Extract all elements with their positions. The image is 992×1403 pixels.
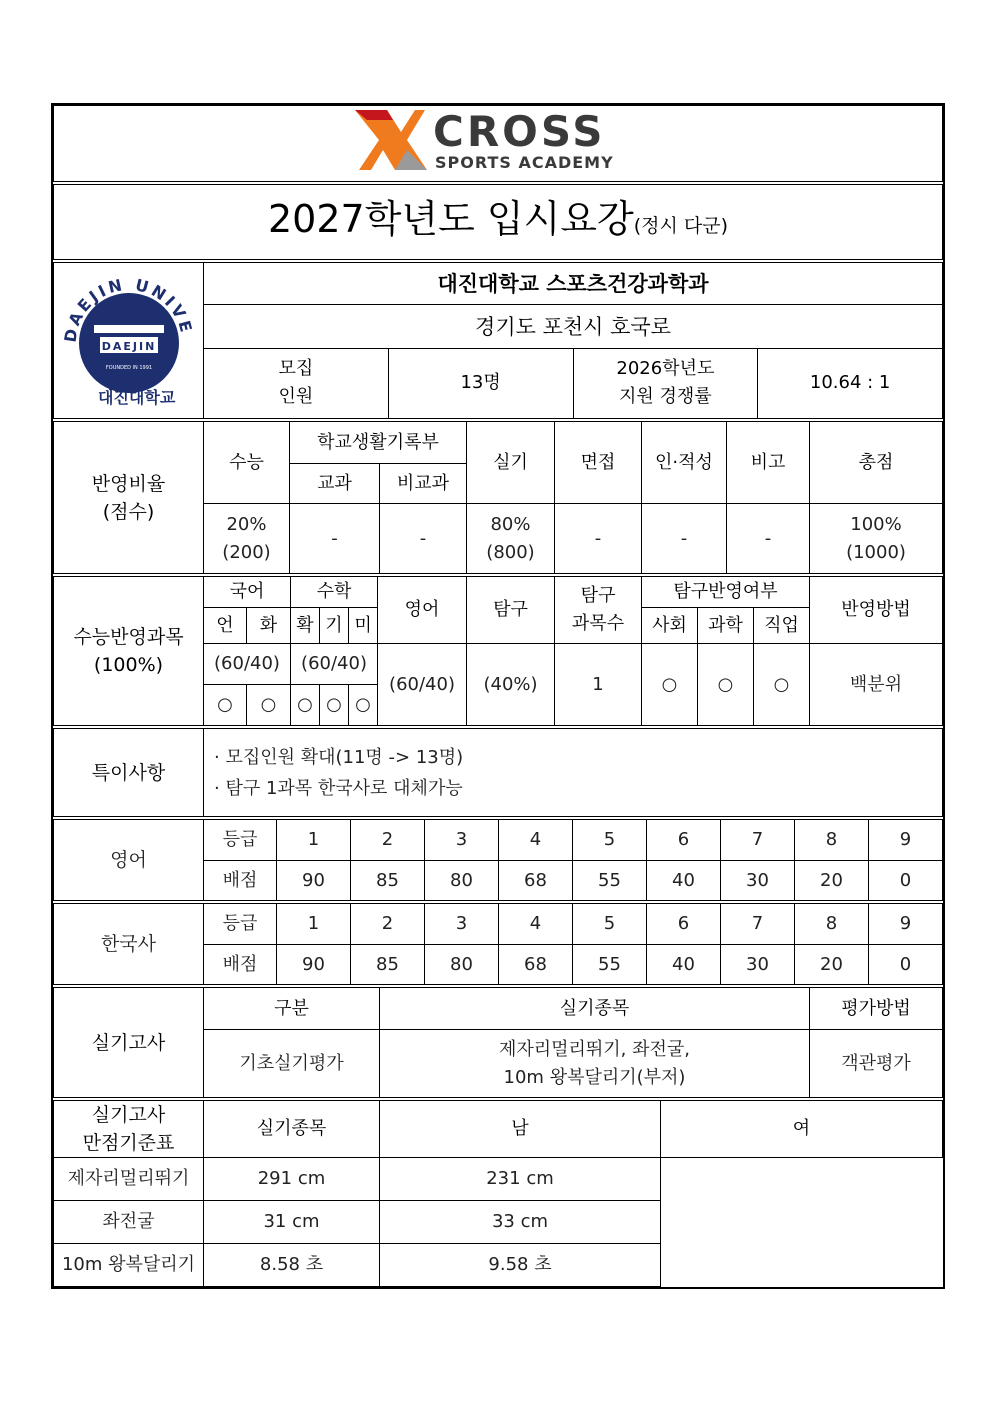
header-practical: 실기: [467, 422, 555, 504]
header-english: 영어: [378, 577, 467, 644]
grade-cell: 1: [277, 904, 351, 945]
grade-cell: 9: [869, 904, 943, 945]
score-cell: 85: [351, 861, 425, 901]
header-record: 학교생활기록부: [290, 422, 467, 464]
header-inquiry-reflect: 탐구반영여부: [642, 577, 810, 608]
inquiry-ratio: (40%): [467, 644, 555, 726]
header-inquiry-count: 탐구 과목수: [555, 577, 642, 644]
science-mark: ○: [698, 644, 754, 726]
score-cell: 20: [795, 861, 869, 901]
score-cell: 80: [425, 945, 499, 985]
score-cell: 80: [425, 861, 499, 901]
score-cell: 0: [869, 861, 943, 901]
male-cell: 8.58 초: [204, 1244, 380, 1287]
header-m3: 미: [349, 608, 378, 644]
korean-ratio: (60/40): [204, 644, 291, 685]
svg-text:FOUNDED IN 1991: FOUNDED IN 1991: [105, 365, 152, 371]
grade-cell: 7: [721, 904, 795, 945]
value-interview: -: [555, 504, 642, 574]
standards-row: [54, 1201, 943, 1244]
m3-mark: ○: [349, 685, 378, 726]
university-seal-cell: [54, 263, 204, 419]
header-m2: 기: [320, 608, 349, 644]
grade-cell: 1: [277, 820, 351, 861]
grade-cell: 5: [573, 820, 647, 861]
grade-cell: 3: [425, 904, 499, 945]
practical-exam-label: 실기고사: [54, 988, 204, 1098]
note-item: · 탐구 1과목 한국사로 대체가능: [214, 777, 463, 799]
event-cell: 10m 왕복달리기: [54, 1244, 204, 1287]
header-personality: 인·적성: [642, 422, 727, 504]
score-cell: 0: [869, 945, 943, 985]
score-cell: 85: [351, 945, 425, 985]
female-cell: 33 cm: [380, 1201, 661, 1244]
m2-mark: ○: [320, 685, 349, 726]
grade-cell: 3: [425, 820, 499, 861]
header-korean: 국어: [204, 577, 291, 608]
note-item: · 모집인원 확대(11명 -> 13명): [214, 746, 464, 768]
event-cell: 제자리멀리뛰기: [54, 1158, 204, 1201]
grade-cell: 8: [795, 904, 869, 945]
quota-value: 13명: [388, 348, 573, 418]
subjects-section: [53, 576, 943, 726]
value-total: 100% (1000): [810, 504, 943, 574]
logo-section: [53, 105, 943, 182]
grade-cell: 7: [721, 820, 795, 861]
grade-label: 등급: [204, 904, 277, 945]
header-eval: 평가방법: [810, 988, 943, 1030]
svg-text:DAEJIN: DAEJIN: [101, 340, 156, 353]
header-nonsubject: 비교과: [380, 464, 467, 504]
grade-cell: 4: [499, 820, 573, 861]
header-math: 수학: [291, 577, 378, 608]
event-cell: 좌전굴: [54, 1201, 204, 1244]
value-subject: -: [290, 504, 380, 574]
svg-text:CROSS: CROSS: [433, 107, 606, 156]
grade-cell: 2: [351, 820, 425, 861]
male-cell: 31 cm: [204, 1201, 380, 1244]
rate-label: 2026학년도 지원 경쟁률: [573, 348, 758, 418]
social-mark: ○: [642, 644, 698, 726]
rate-value: 10.64 : 1: [758, 348, 943, 418]
ratio-label: 반영비율 (점수): [54, 422, 204, 574]
svg-text:SPORTS ACADEMY: SPORTS ACADEMY: [435, 153, 614, 172]
grade-cell: 4: [499, 904, 573, 945]
score-label: 배점: [204, 861, 277, 901]
standards-label: 실기고사 만점기준표: [54, 1101, 204, 1158]
header-k1: 언: [204, 608, 247, 644]
header-type: 구분: [204, 988, 380, 1030]
female-cell: 9.58 초: [380, 1244, 661, 1287]
header-inquiry: 탐구: [467, 577, 555, 644]
header-interview: 면접: [555, 422, 642, 504]
university-section: [53, 262, 943, 419]
page-title: 2027학년도 입시요강: [267, 196, 634, 241]
subjects-label: 수능반영과목 (100%): [54, 577, 204, 726]
value-nonsubject: -: [380, 504, 467, 574]
grade-cell: 6: [647, 904, 721, 945]
grade-cell: 2: [351, 904, 425, 945]
header-science: 과학: [698, 608, 754, 644]
page-subtitle: (정시 다군): [633, 214, 729, 237]
university-seal: [56, 263, 202, 409]
university-address: 경기도 포천시 호국로: [204, 305, 943, 348]
standards-section: [53, 1100, 943, 1287]
male-cell: 291 cm: [204, 1158, 380, 1201]
header-subject: 교과: [290, 464, 380, 504]
header-male: 남: [380, 1101, 661, 1158]
header-k2: 화: [247, 608, 291, 644]
history-grades-section: [53, 903, 943, 985]
notes-section: [53, 728, 943, 817]
k1-mark: ○: [204, 685, 247, 726]
score-cell: 55: [573, 861, 647, 901]
quota-label: 모집 인원: [204, 348, 389, 418]
score-cell: 20: [795, 945, 869, 985]
exam-events: 제자리멀리뛰기, 좌전굴, 10m 왕복달리기(부저): [380, 1030, 810, 1098]
inquiry-count-value: 1: [555, 644, 642, 726]
grade-label: 등급: [204, 820, 277, 861]
english-ratio: (60/40): [378, 644, 467, 726]
score-cell: 30: [721, 861, 795, 901]
value-remark: -: [727, 504, 810, 574]
exam-type: 기초실기평가: [204, 1030, 380, 1098]
value-practical: 80% (800): [467, 504, 555, 574]
header-remark: 비고: [727, 422, 810, 504]
grade-cell: 8: [795, 820, 869, 861]
header-total: 총점: [810, 422, 943, 504]
score-cell: 55: [573, 945, 647, 985]
score-cell: 90: [277, 861, 351, 901]
header-events: 실기종목: [380, 988, 810, 1030]
header-suneung: 수능: [204, 422, 290, 504]
title-section: [53, 184, 943, 260]
math-ratio: (60/40): [291, 644, 378, 685]
header-method: 반영방법: [810, 577, 943, 644]
english-label: 영어: [54, 820, 204, 901]
grade-cell: 5: [573, 904, 647, 945]
standards-row: [54, 1158, 943, 1201]
svg-text:대진대학교: 대진대학교: [97, 388, 175, 407]
svg-text:DAEJIN UNIVERSITY: DAEJIN UNIVE: [60, 274, 196, 344]
history-label: 한국사: [54, 904, 204, 985]
header-female: 여: [661, 1101, 943, 1158]
header-vocational: 직업: [754, 608, 810, 644]
header-social: 사회: [642, 608, 698, 644]
value-personality: -: [642, 504, 727, 574]
notes-label: 특이사항: [54, 729, 204, 817]
ratio-section: [53, 421, 943, 574]
score-cell: 40: [647, 945, 721, 985]
cross-sports-academy-logo: [353, 106, 643, 172]
grade-cell: 9: [869, 820, 943, 861]
score-cell: 90: [277, 945, 351, 985]
score-cell: 68: [499, 861, 573, 901]
k2-mark: ○: [247, 685, 291, 726]
score-cell: 30: [721, 945, 795, 985]
value-suneung: 20% (200): [204, 504, 290, 574]
method-value: 백분위: [810, 644, 943, 726]
admission-document: [51, 103, 945, 1289]
score-label: 배점: [204, 945, 277, 985]
practical-exam-section: [53, 987, 943, 1098]
vocational-mark: ○: [754, 644, 810, 726]
exam-eval: 객관평가: [810, 1030, 943, 1098]
m1-mark: ○: [291, 685, 320, 726]
standards-row: [54, 1244, 943, 1287]
english-grades-section: [53, 819, 943, 901]
grade-cell: 6: [647, 820, 721, 861]
university-name: 대진대학교 스포츠건강과학과: [204, 263, 943, 305]
female-cell: 231 cm: [380, 1158, 661, 1201]
header-m1: 확: [291, 608, 320, 644]
header-event: 실기종목: [204, 1101, 380, 1158]
score-cell: 40: [647, 861, 721, 901]
notes-content: [204, 729, 943, 817]
score-cell: 68: [499, 945, 573, 985]
